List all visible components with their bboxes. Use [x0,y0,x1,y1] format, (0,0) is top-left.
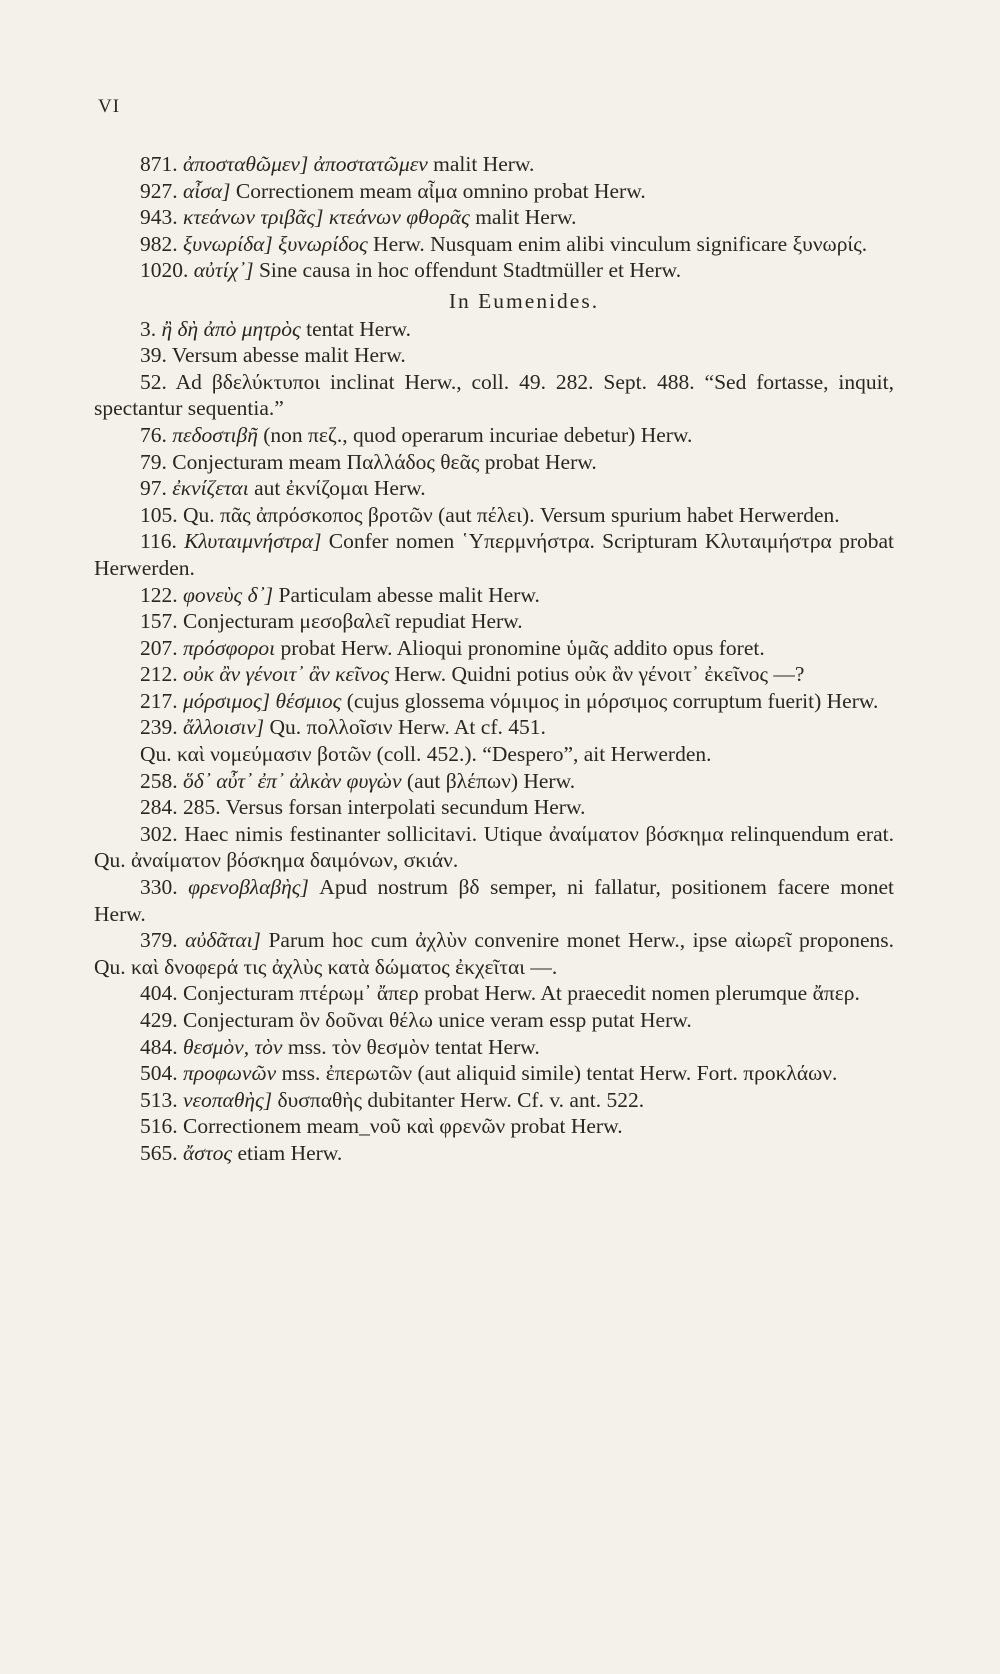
line-number: 330. [140,875,189,900]
line-number: 516. [140,1114,183,1139]
greek-lemma: ἐκνίζεται [172,476,249,501]
greek-lemma: ἄλλοισιν] [183,715,265,740]
line-number: 116. [140,529,185,554]
greek-lemma: αὐτίχ᾽] [193,258,254,283]
note-text: Qu. πᾶς ἀπρόσκοπος βροτῶν (aut πέλει). Versum spurium habet Herwerden. [183,502,840,527]
line-number: 379. [140,928,186,953]
note-text: Qu. καὶ νομεύμασιν βοτῶν (coll. 452.). “Despero”, ait Herwerden. [140,742,712,767]
commentary-entry [94,821,894,874]
commentary-entry [94,608,894,635]
note-text: Conjecturam meam Παλλάδος θεᾶς probat Herw. [172,449,597,474]
commentary-entry [94,688,894,715]
greek-lemma: ἄστος [183,1140,233,1165]
line-number: 97. [140,476,173,501]
commentary-entry [94,582,894,609]
greek-lemma: φονεὺς δ᾽] [183,582,274,607]
commentary-entry [94,1034,894,1061]
commentary-entry [94,369,894,422]
line-number: 1020. [140,258,194,283]
note-text: (cujus glossema νόμιμος in μόρσιμος corruptum fuerit) Herw. [341,688,879,713]
commentary-entry [94,449,894,476]
commentary-entry [94,316,894,343]
greek-lemma: ξυνωρίδα] ξυνωρίδος [183,231,368,256]
section-heading: In Eumenides. [448,288,600,313]
line-number: 157. [140,609,183,634]
note-text: Apud nostrum βδ semper, ni fallatur, positionem facere monet Herw. [94,875,895,926]
commentary-entry [94,635,894,662]
note-text: δυσπαθὴς dubitanter Herw. Cf. v. ant. 522. [272,1087,645,1112]
note-text: Qu. πολλοῖσιν Herw. At cf. 451. [264,715,546,740]
commentary-entry [94,1113,894,1140]
greek-lemma: πεδοστιβῆ [172,422,258,447]
note-text: Ad βδελύκτυποι inclinat Herw., coll. 49. 282. Sept. 488. “Sed fortasse, inquit, spectantur sequentia.” [94,369,894,421]
commentary-entry [94,980,894,1007]
commentary-entry [94,927,894,980]
line-number: 79. [140,449,173,474]
note-text: Correctionem meam αἶμα omnino probat Herw. [230,178,646,203]
note-text: malit Herw. [469,205,577,230]
note-text: Parum hoc cum ἀχλὺν convenire monet Herw., ipse αἰωρεῖ proponens. Qu. καὶ δνοφερά τις ἀχλὺς κατὰ δώματος ἐκχεῖται —. [94,928,894,979]
note-text: Herw. Nusquam enim alibi vinculum significare ξυνωρίς. [367,231,868,256]
commentary-entry [94,475,894,502]
line-number: 39. [140,343,172,368]
line-number: 404. [140,981,183,1006]
note-text: tentat Herw. [300,316,411,341]
greek-lemma: κτεάνων τριβᾶς] κτεάνων φθορᾶς [183,205,470,230]
commentary-entry [94,204,894,231]
commentary-entry [94,741,894,768]
line-number: 212. [140,662,183,687]
note-text: Conjecturam ὃν δοῦναι θέλω unice veram essp putat Herw. [183,1008,692,1032]
commentary-entry [94,502,894,529]
note-text: Conjecturam μεσοβαλεῖ repudiat Herw. [183,609,523,634]
commentary-entry [94,1007,894,1034]
commentary-entry [94,342,894,369]
greek-lemma: φρενοβλαβὴς] [188,875,309,900]
commentary-entry [94,178,894,205]
line-number: 217. [140,688,183,713]
note-text: Conjecturam πτέρωμ᾽ ἄπερ probat Herw. At praecedit nomen plerumque ἄπερ. [183,981,860,1006]
commentary-entry [94,794,894,821]
greek-lemma: νεοπαθὴς] [183,1087,273,1112]
commentary-entry [94,1140,894,1167]
commentary-entry [94,1087,894,1114]
commentary-entry [94,661,894,688]
commentary-entry [94,151,894,178]
note-text: Herw. Quidni potius οὐκ ἂν γένοιτ᾽ ἐκεῖνος —? [388,662,805,687]
commentary-entry [94,714,894,741]
greek-lemma: ἀποσταθῶμεν] ἀποστατῶμεν [183,152,428,176]
greek-lemma: Κλυταιμνήστρα] [184,529,322,554]
line-number: 565. [140,1140,183,1165]
greek-lemma: αἶσα] [183,178,231,203]
line-number: 429. [140,1008,183,1032]
commentary-entry [94,257,894,284]
note-text: aut ἐκνίζομαι Herw. [248,476,426,501]
line-number: 982. [140,231,183,256]
note-text: Haec nimis festinanter sollicitavi. Utique ἀναίματον βόσκημα relinquendum erat. Qu. ἀναίματον βόσκημα δαιμόνων, σκιάν. [94,821,894,873]
line-number: 513. [140,1087,183,1112]
commentary-entry [94,231,894,258]
note-text: mss. τὸν θεσμὸν tentat Herw. [282,1034,540,1059]
line-number: 122. [140,582,183,607]
greek-lemma: μόρσιμος] θέσμιος [183,688,342,713]
line-number: 484. [140,1034,183,1059]
line-number: 3. [140,316,162,341]
line-number: 76. [140,422,173,447]
greek-lemma: οὐκ ἂν γένοιτ᾽ ἂν κεῖνος [183,662,389,687]
note-text: Versum abesse malit Herw. [171,343,406,368]
note-text: Confer nomen ῾Υπερμνήστρα. Scripturam Κλυταιμήστρα probat Herwerden. [94,529,894,580]
greek-lemma: πρόσφοροι [183,635,276,660]
line-number: 871. [140,152,183,176]
note-text: Particulam abesse malit Herw. [273,582,540,607]
line-number: 52. [140,369,176,394]
commentary-text [94,151,894,1167]
note-text: malit Herw. [427,152,535,176]
line-number: 239. [140,715,183,740]
line-number: 105. [140,502,183,527]
note-text: Sine causa in hoc offendunt Stadtmüller et Herw. [253,258,682,283]
commentary-entry [94,528,894,581]
greek-lemma: αὐδᾶται] [185,928,261,953]
line-number: 258. [140,768,183,793]
line-number: 284. 285. [140,795,226,820]
note-text: Correctionem meam_νοῦ καὶ φρενῶν probat Herw. [183,1114,623,1139]
note-text: probat Herw. Alioqui pronomine ὑμᾶς addito opus foret. [275,635,765,660]
line-number: 927. [140,178,183,203]
line-number: 943. [140,205,183,230]
note-text: mss. ἐπερωτῶν (aut aliquid simile) tentat Herw. Fort. προκλάων. [276,1061,838,1086]
greek-lemma: θεσμὸν, τὸν [183,1034,283,1059]
line-number: 504. [140,1061,183,1086]
greek-lemma: ὅδ᾽ αὖτ᾽ ἐπ᾽ ἀλκὰν φυγὼν [183,768,402,793]
commentary-entry [94,768,894,795]
greek-lemma: ἢ δὴ ἀπὸ μητρὸς [161,316,301,341]
note-text: (aut βλέπων) Herw. [401,768,576,793]
line-number: 207. [140,635,183,660]
page-number: VI [98,96,121,117]
commentary-entry [94,422,894,449]
commentary-entry [94,874,894,927]
note-text: etiam Herw. [232,1140,343,1165]
note-text: Versus forsan interpolati secundum Herw. [225,795,586,820]
commentary-entry [94,1060,894,1087]
note-text: (non πεζ., quod operarum incuriae debetur) Herw. [257,422,693,447]
greek-lemma: προφωνῶν [183,1061,277,1086]
line-number: 302. [140,821,185,846]
